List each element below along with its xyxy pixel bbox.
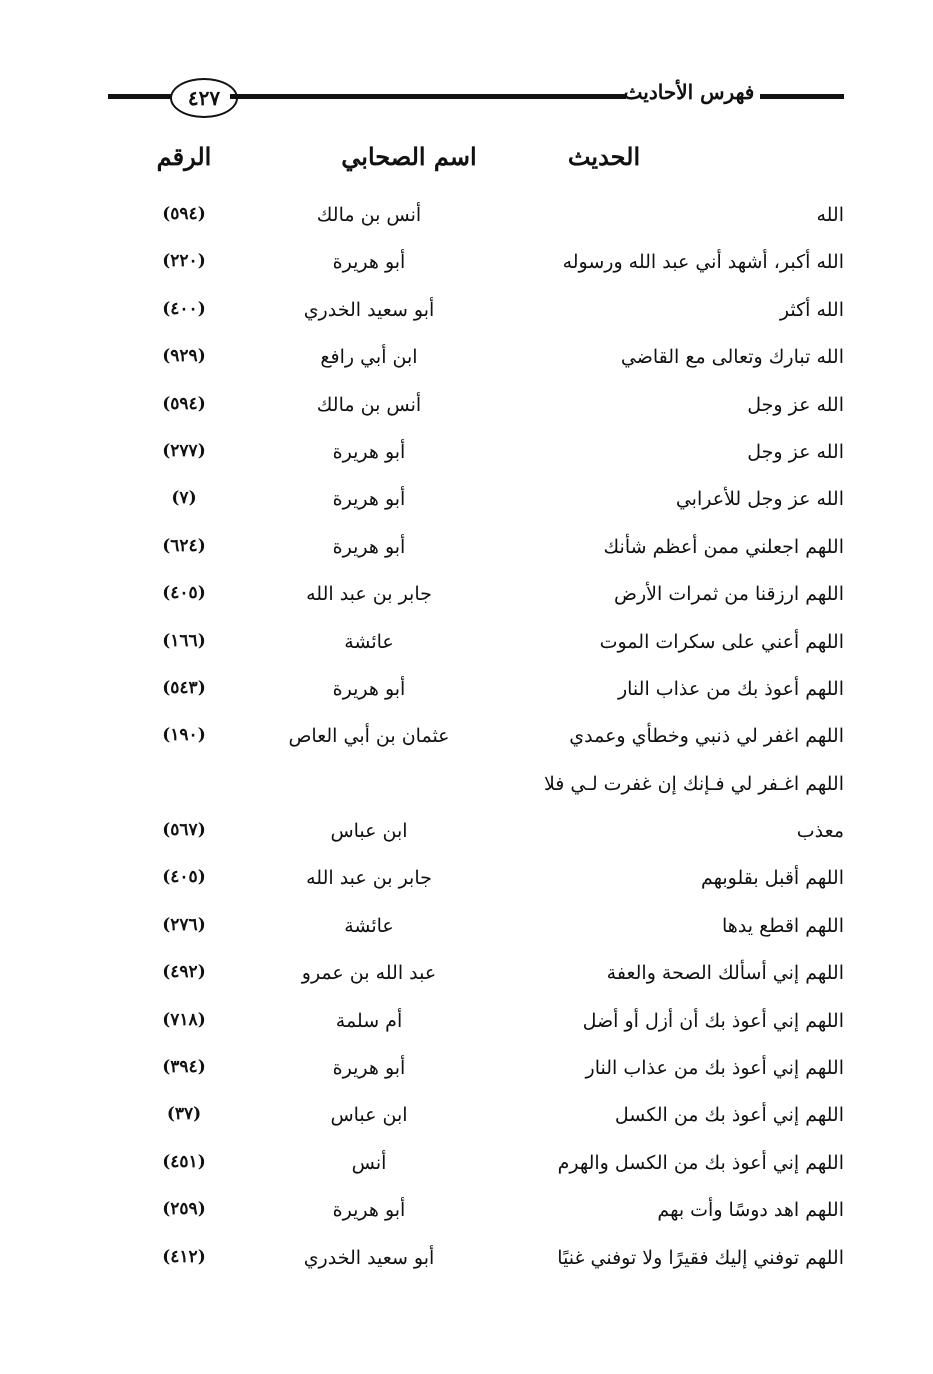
sahabi-name: جابر بن عبد الله [306,583,432,606]
page-number: ٤٢٧ [170,78,238,118]
hadith-text: اللهم توفني إليك فقيرًا ولا توفني غنيًا [557,1246,844,1269]
sahabi-name: أبو هريرة [332,251,406,274]
column-header-sahabi: اسم الصحابي [341,142,477,171]
header-rule-middle [230,94,626,99]
sahabi-name: ابن عباس [330,820,408,843]
sahabi-name: أبو هريرة [332,440,406,463]
table-row [108,431,844,478]
hadith-text: اللهم اغـفر لي فـإنك إن غفرت لـي فلا [543,772,844,795]
hadith-text: اللهم أعوذ بك من عذاب النار [617,677,844,700]
table-row [108,289,844,336]
hadith-text: معذب [796,820,844,843]
table-row [108,1094,844,1141]
table-row [108,573,844,620]
sahabi-name: عثمان بن أبي العاص [288,725,450,748]
hadith-number: (٢٢٠) [162,251,206,272]
hadith-number: (٤٩٢) [162,962,206,983]
sahabi-name: أبو سعيد الخدري [303,298,435,321]
hadith-number: (٢٥٩) [162,1199,206,1220]
hadith-text: الله أكثر [779,298,844,321]
hadith-number: (١٦٦) [162,630,206,651]
sahabi-name: أبو هريرة [332,677,406,700]
hadith-number: (٤٠٥) [162,583,206,604]
hadith-text: اللهم إني أعوذ بك من عذاب النار [585,1057,844,1080]
page-header [108,78,844,122]
hadith-text: اللهم اجعلني ممن أعظم شأنك [603,535,844,558]
sahabi-name: ابن عباس [330,1104,408,1127]
hadith-number: (٧١٨) [162,1009,206,1030]
table-row [108,810,844,857]
table-row [108,241,844,288]
hadith-number: (٤٠٥) [162,867,206,888]
hadith-text: الله عز وجل [747,440,844,463]
sahabi-name: عائشة [344,630,394,653]
hadith-text: اللهم إني أعوذ بك أن أزل أو أضل [582,1009,844,1032]
hadith-number: (٤٥١) [162,1151,206,1172]
header-rule-right [760,94,844,99]
table-row [108,384,844,431]
hadith-text: الله عز وجل للأعرابي [675,488,844,511]
table-row [108,1189,844,1236]
hadith-text: الله [816,204,844,226]
hadith-text: اللهم ارزقنا من ثمرات الأرض [614,583,844,606]
running-title: فهرس الأحاديث [623,80,755,104]
hadith-number: (٥٦٧) [162,820,206,841]
hadith-number: (٦٢٤) [162,535,206,556]
hadith-text: اللهم إني أسألك الصحة والعفة [606,962,844,985]
table-row [108,1000,844,1047]
sahabi-name: أبو هريرة [332,535,406,558]
sahabi-name: أبو هريرة [332,1057,406,1080]
hadith-number: (٤١٢) [162,1246,206,1267]
hadith-number: (٥٤٣) [162,677,206,698]
table-row [108,763,844,810]
sahabi-name: أبو هريرة [332,488,406,511]
sahabi-name: ابن أبي رافع [320,346,418,369]
hadith-number: (٣٩٤) [162,1057,206,1078]
sahabi-name: أنس [351,1151,387,1174]
hadith-text: اللهم إني أعوذ بك من الكسل والهرم [557,1151,844,1174]
table-row [108,526,844,573]
hadith-text: الله عز وجل [747,393,844,416]
table-row [108,194,844,241]
hadith-number: (٤٠٠) [162,298,206,319]
sahabi-name: أم سلمة [335,1009,403,1032]
hadith-text: الله أكبر، أشهد أني عبد الله ورسوله [562,251,844,274]
sahabi-name: عائشة [344,914,394,937]
hadith-text: اللهم أعني على سكرات الموت [599,630,844,653]
sahabi-name: أنس بن مالك [316,393,422,416]
sahabi-name: أنس بن مالك [316,204,422,226]
column-headers [108,142,844,182]
hadith-number: (٣٧) [166,1104,202,1125]
hadith-text: اللهم أقبل بقلوبهم [700,867,844,890]
hadith-number: (٩٢٩) [162,346,206,367]
sahabi-name: أبو هريرة [332,1199,406,1222]
column-header-hadith: الحديث [567,142,641,171]
table-row [108,668,844,715]
column-header-number: الرقم [156,142,212,171]
header-rule-left [108,94,174,99]
hadith-number: (٧) [171,488,197,509]
hadith-index-table [108,194,844,1284]
table-row [108,1047,844,1094]
table-row [108,857,844,904]
sahabi-name: أبو سعيد الخدري [303,1246,435,1269]
sahabi-name: عبد الله بن عمرو [301,962,437,985]
table-row [108,1142,844,1189]
hadith-text: اللهم اغفر لي ذنبي وخطأي وعمدي [569,725,844,748]
table-row [108,905,844,952]
table-row [108,952,844,999]
table-row [108,621,844,668]
table-row [108,715,844,762]
hadith-number: (٢٧٧) [162,440,206,461]
table-row [108,336,844,383]
sahabi-name: جابر بن عبد الله [306,867,432,890]
hadith-number: (٥٩٤) [162,204,206,224]
hadith-number: (٢٧٦) [162,914,206,935]
hadith-text: الله تبارك وتعالى مع القاضي [620,346,844,369]
hadith-number: (١٩٠) [162,725,206,746]
hadith-text: اللهم اقطع يدها [722,914,844,937]
table-row [108,1237,844,1284]
table-row [108,478,844,525]
hadith-text: اللهم إني أعوذ بك من الكسل [614,1104,844,1127]
hadith-number: (٥٩٤) [162,393,206,414]
hadith-text: اللهم اهد دوسًا وأت بهم [657,1199,844,1222]
